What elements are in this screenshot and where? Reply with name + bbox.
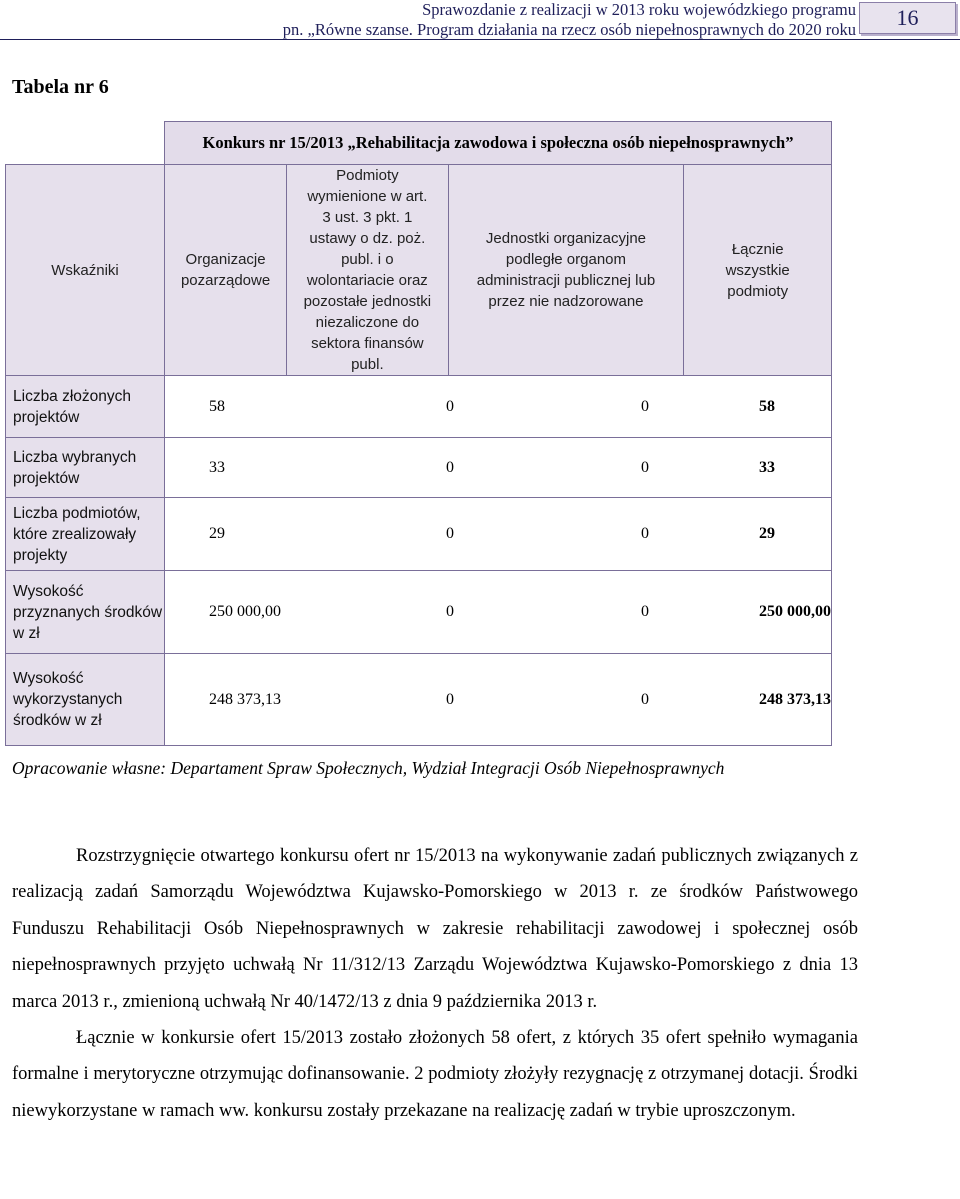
table-label: Tabela nr 6 bbox=[12, 76, 109, 98]
table-row bbox=[6, 438, 832, 498]
cell-value-total: 33 bbox=[759, 458, 775, 476]
cell-value-total: 58 bbox=[759, 397, 775, 415]
cell-value: 0 bbox=[446, 458, 454, 476]
cell-value: 0 bbox=[446, 525, 454, 542]
table-row bbox=[6, 654, 832, 746]
paragraph: Łącznie w konkursie ofert 15/2013 zostało złożonych 58 ofert, z których 35 ofert spełniło wymagania formalne i merytoryczne otrzymując dofinansowanie. 2 podmioty złożyły rezygnację z otrzymanej dotacji. Środki niewykorzystane w ramach ww. konkursu zostały przekazane na realizację zadań w trybie uproszczonym. bbox=[12, 1028, 858, 1121]
cell-value: 0 bbox=[446, 397, 454, 415]
header-line-1: Sprawozdanie z realizacji w 2013 roku wojewódzkiego programu bbox=[422, 0, 856, 19]
cell-value: 33 bbox=[209, 458, 225, 476]
column-header: Wskaźniki bbox=[6, 165, 165, 376]
row-label: Wysokość przyznanych środków w zł bbox=[6, 571, 165, 654]
cell-value: 248 373,13 bbox=[209, 690, 281, 708]
cell-value: 0 bbox=[641, 397, 649, 415]
row-label: Liczba wybranych projektów bbox=[6, 438, 165, 498]
cell-value: 0 bbox=[641, 690, 649, 708]
row-label: Wysokość wykorzystanych środków w zł bbox=[6, 654, 165, 746]
cell-value-total: 250 000,00 bbox=[759, 603, 831, 620]
table-title: Konkurs nr 15/2013 „Rehabilitacja zawodowa i społeczna osób niepełnosprawnych” bbox=[165, 122, 832, 165]
page-number: 16 bbox=[859, 2, 956, 34]
body-text bbox=[12, 838, 858, 1129]
cell-value: 0 bbox=[641, 458, 649, 476]
table-row bbox=[6, 376, 832, 438]
cell-value: 0 bbox=[641, 603, 649, 620]
column-header: Organizacje pozarządowe bbox=[165, 165, 287, 376]
indicators-table bbox=[5, 121, 832, 746]
cell-value-total: 248 373,13 bbox=[759, 690, 831, 708]
column-header: Podmioty wymienione w art. 3 ust. 3 pkt. 1 ustawy o dz. poż. publ. i o wolontariacie oraz pozostałe jednostki niezaliczone do sektora finansów publ. bbox=[287, 165, 448, 376]
column-header: Jednostki organizacyjne podległe organom administracji publicznej lub przez nie nadzorowane bbox=[448, 165, 684, 376]
page-header bbox=[283, 0, 856, 40]
row-label: Liczba podmiotów, które zrealizowały projekty bbox=[6, 498, 165, 571]
cell-value-total: 29 bbox=[759, 525, 775, 542]
cell-value: 0 bbox=[641, 525, 649, 542]
table-corner bbox=[6, 122, 165, 165]
cell-value: 250 000,00 bbox=[209, 603, 281, 620]
cell-value: 29 bbox=[209, 525, 225, 542]
cell-value: 0 bbox=[446, 603, 454, 620]
table-row bbox=[6, 571, 832, 654]
cell-value: 58 bbox=[209, 397, 225, 415]
row-label: Liczba złożonych projektów bbox=[6, 376, 165, 438]
cell-value: 0 bbox=[446, 690, 454, 708]
paragraph: Rozstrzygnięcie otwartego konkursu ofert nr 15/2013 na wykonywanie zadań publicznych związanych z realizacją zadań Samorządu Województwa Kujawsko-Pomorskiego w 2013 r. ze środków Państwowego Funduszu Rehabilitacji Osób Niepełnosprawnych w zakresie rehabilitacji zawodowej i społecznej osób niepełnosprawnych przyjęto uchwałą Nr 11/312/13 Zarządu Województwa Kujawsko-Pomorskiego z dnia 13 marca 2013 r., zmienioną uchwałą Nr 40/1472/13 z dnia 9 października 2013 r. bbox=[12, 846, 858, 1012]
header-line-2: pn. „Równe szanse. Program działania na rzecz osób niepełnosprawnych do 2020 roku bbox=[282, 20, 856, 39]
column-header: Łącznie wszystkie podmioty bbox=[684, 165, 832, 376]
header-divider bbox=[0, 39, 960, 40]
table-row bbox=[6, 498, 832, 571]
table-source-caption: Opracowanie własne: Departament Spraw Społecznych, Wydział Integracji Osób Niepełnosprawnych bbox=[12, 758, 725, 778]
